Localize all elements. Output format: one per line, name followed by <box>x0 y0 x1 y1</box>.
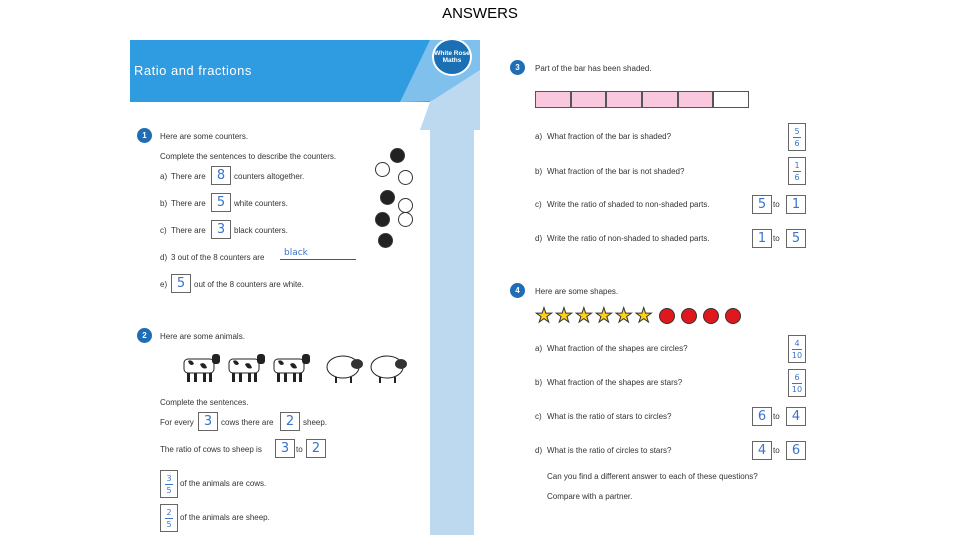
q4-footer-question: Can you find a different answer to each of these questions? <box>547 472 758 481</box>
question-number-4: 4 <box>510 283 525 298</box>
q4a-answer-box[interactable] <box>788 335 806 363</box>
q3d-mid: to <box>773 234 780 243</box>
black-counter <box>378 233 393 248</box>
q4d-label: d) <box>535 446 543 455</box>
q1b-pre: There are <box>171 199 206 208</box>
circle-shape-icon <box>681 308 697 324</box>
q1b-label: b) <box>160 199 168 208</box>
q1e-label: e) <box>160 280 168 289</box>
star-shape-icon: ★ <box>574 305 593 327</box>
q4c-label: c) <box>535 412 542 421</box>
q3a-numerator: 5 <box>794 126 800 136</box>
white-rose-maths-logo: White Rose Maths <box>432 38 472 76</box>
q4c-answer2-box[interactable]: 4 <box>786 407 806 426</box>
q3c-mid: to <box>773 200 780 209</box>
q1c-pre: There are <box>171 226 206 235</box>
q1d-label: d) <box>160 253 168 262</box>
q4b-numerator: 6 <box>794 372 800 382</box>
q1d-answer[interactable]: black <box>284 248 308 258</box>
cow-icon <box>184 354 220 382</box>
q3b-denominator: 6 <box>794 172 800 182</box>
q4b-answer-box[interactable] <box>788 369 806 397</box>
q2-s1-answer2-box[interactable]: 2 <box>280 412 300 431</box>
star-shape-icon: ★ <box>614 305 633 327</box>
q3b-label: b) <box>535 167 543 176</box>
q3c-answer2-box[interactable]: 1 <box>786 195 806 214</box>
q1e-answer-box[interactable]: 5 <box>171 274 191 293</box>
cow-icon <box>274 354 310 382</box>
shapes-row <box>535 306 741 326</box>
q2-s1-pre: For every <box>160 418 194 427</box>
circle-shape-icon <box>659 308 675 324</box>
q3a-answer-box[interactable] <box>788 123 806 151</box>
q3b-numerator: 1 <box>794 160 800 170</box>
fraction-bar <box>792 383 802 384</box>
white-counter <box>375 162 390 177</box>
q3c-text: Write the ratio of shaded to non-shaded parts. <box>547 200 710 209</box>
bar-part-shaded <box>678 91 714 108</box>
q4d-answer1-box[interactable]: 4 <box>752 441 772 460</box>
q4b-text: What fraction of the shapes are stars? <box>547 378 683 387</box>
fraction-bar <box>793 171 801 172</box>
q4c-text: What is the ratio of stars to circles? <box>547 412 672 421</box>
q4c-answer1-box[interactable]: 6 <box>752 407 772 426</box>
q1d-answer-line <box>280 259 356 260</box>
q3d-text: Write the ratio of non-shaded to shaded parts. <box>547 234 710 243</box>
q1-instruction: Complete the sentences to describe the counters. <box>160 152 337 161</box>
q2-f1-post: of the animals are cows. <box>180 479 267 488</box>
white-counter <box>398 212 413 227</box>
bar-part-shaded <box>642 91 678 108</box>
sheep-icon <box>327 356 363 383</box>
q2-f2-post: of the animals are sheep. <box>180 513 270 522</box>
bar-part-shaded <box>606 91 642 108</box>
question-number-2: 2 <box>137 328 152 343</box>
q1c-post: black counters. <box>234 226 288 235</box>
margin-stripe <box>430 110 474 535</box>
q4b-label: b) <box>535 378 543 387</box>
q3c-answer1-box[interactable]: 5 <box>752 195 772 214</box>
q3d-answer1-box[interactable]: 1 <box>752 229 772 248</box>
q4d-text: What is the ratio of circles to stars? <box>547 446 672 455</box>
worksheet-title: Ratio and fractions <box>134 63 252 78</box>
q1a-answer-box[interactable]: 8 <box>211 166 231 185</box>
q4c-mid: to <box>773 412 780 421</box>
q2-s2-answer2-box[interactable]: 2 <box>306 439 326 458</box>
sheep-icon <box>371 356 407 383</box>
black-counter <box>380 190 395 205</box>
q2-s2-answer1-box[interactable]: 3 <box>275 439 295 458</box>
cow-icon <box>229 354 265 382</box>
animals-group <box>180 347 412 385</box>
black-counter <box>375 212 390 227</box>
bar-part-unshaded <box>713 91 749 108</box>
q3b-answer-box[interactable] <box>788 157 806 185</box>
q4-prompt: Here are some shapes. <box>535 287 619 296</box>
q3a-denominator: 6 <box>794 138 800 148</box>
fraction-bar <box>165 518 173 519</box>
q2-prompt: Here are some animals. <box>160 332 245 341</box>
q1d-pre: 3 out of the 8 counters are <box>171 253 265 262</box>
question-number-3: 3 <box>510 60 525 75</box>
q2-s2-mid: to <box>296 445 303 454</box>
star-shape-icon: ★ <box>634 305 653 327</box>
q3b-text: What fraction of the bar is not shaded? <box>547 167 685 176</box>
q1a-label: a) <box>160 172 168 181</box>
q3c-label: c) <box>535 200 542 209</box>
q3d-answer2-box[interactable]: 5 <box>786 229 806 248</box>
q2-fraction-cows-box[interactable] <box>160 470 178 498</box>
q2-f2-numerator: 2 <box>166 507 172 517</box>
shaded-bar <box>535 91 749 108</box>
q3a-label: a) <box>535 132 543 141</box>
q4d-mid: to <box>773 446 780 455</box>
q2-f1-denominator: 5 <box>166 485 172 495</box>
q2-instruction: Complete the sentences. <box>160 398 249 407</box>
q3a-text: What fraction of the bar is shaded? <box>547 132 672 141</box>
page-title: ANSWERS <box>442 5 518 22</box>
q1c-answer-box[interactable]: 3 <box>211 220 231 239</box>
q1c-label: c) <box>160 226 167 235</box>
q1b-post: white counters. <box>234 199 288 208</box>
white-counter <box>398 170 413 185</box>
bar-part-shaded <box>571 91 607 108</box>
question-number-1: 1 <box>137 128 152 143</box>
circle-shape-icon <box>725 308 741 324</box>
q2-s1-mid: cows there are <box>221 418 274 427</box>
q1e-post: out of the 8 counters are white. <box>194 280 304 289</box>
bar-part-shaded <box>535 91 571 108</box>
q4-footer-compare: Compare with a partner. <box>547 492 633 501</box>
q4d-answer2-box[interactable]: 6 <box>786 441 806 460</box>
fraction-bar <box>793 137 801 138</box>
circle-shape-icon <box>703 308 719 324</box>
q2-f2-denominator: 5 <box>166 519 172 529</box>
q1a-post: counters altogether. <box>234 172 305 181</box>
star-shape-icon: ★ <box>554 305 573 327</box>
star-shape-icon: ★ <box>535 305 553 327</box>
black-counter <box>390 148 405 163</box>
fraction-bar <box>165 484 173 485</box>
q3-prompt: Part of the bar has been shaded. <box>535 64 652 73</box>
q4a-numerator: 4 <box>794 338 800 348</box>
q2-s2-pre: The ratio of cows to sheep is <box>160 445 262 454</box>
white-counter <box>398 198 413 213</box>
q4a-denominator: 10 <box>791 350 803 360</box>
fraction-bar <box>792 349 802 350</box>
q2-s1-post: sheep. <box>303 418 328 427</box>
q2-f1-numerator: 3 <box>166 473 172 483</box>
star-shape-icon: ★ <box>594 305 613 327</box>
q4b-denominator: 10 <box>791 384 803 394</box>
q2-fraction-sheep-box[interactable] <box>160 504 178 532</box>
q4a-text: What fraction of the shapes are circles? <box>547 344 688 353</box>
q1a-pre: There are <box>171 172 206 181</box>
q3d-label: d) <box>535 234 543 243</box>
q2-s1-answer1-box[interactable]: 3 <box>198 412 218 431</box>
q1-prompt: Here are some counters. <box>160 132 249 141</box>
q4a-label: a) <box>535 344 543 353</box>
q1b-answer-box[interactable]: 5 <box>211 193 231 212</box>
